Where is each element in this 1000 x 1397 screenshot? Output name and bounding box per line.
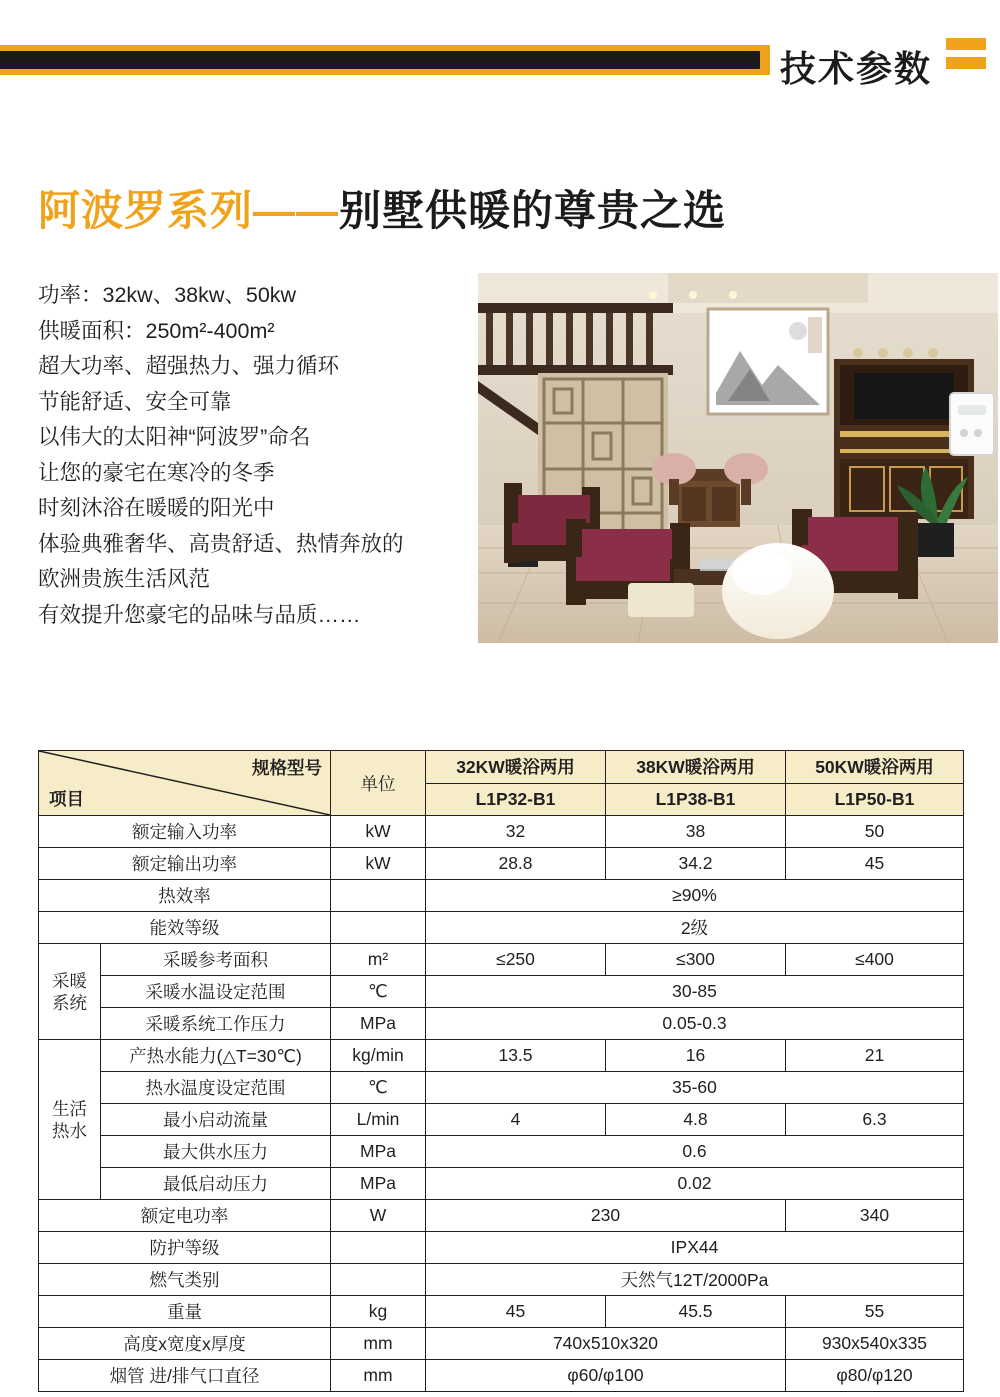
row-label: 热水温度设定范围 <box>101 1072 331 1104</box>
row-value-merged: 天然气12T/2000Pa <box>426 1264 964 1296</box>
row-unit: MPa <box>331 1136 426 1168</box>
row-value-3: φ80/φ120 <box>786 1360 964 1392</box>
group-label-hot-water <box>39 1040 101 1200</box>
description-line: 功率：32kw、38kw、50kw <box>38 283 297 307</box>
corner-label-model: 规格型号 <box>252 758 322 778</box>
row-value-merged: 740x510x320 <box>426 1328 786 1360</box>
header-accent-blocks <box>946 38 986 76</box>
description-line: 体验典雅奢华、高贵舒适、热情奔放的 <box>38 531 404 556</box>
table-row <box>39 944 964 976</box>
row-value-merged: 0.05-0.3 <box>426 1008 964 1040</box>
row-value-3: 55 <box>786 1296 964 1328</box>
row-value-3: 6.3 <box>786 1104 964 1136</box>
row-label: 采暖水温设定范围 <box>101 976 331 1008</box>
model-header-2: 38KW暖浴两用 <box>606 751 786 784</box>
row-label: 防护等级 <box>39 1232 331 1264</box>
row-unit: W <box>331 1200 426 1232</box>
table-corner-cell <box>39 751 331 816</box>
row-value-3: 930x540x335 <box>786 1328 964 1360</box>
table-row <box>39 1040 964 1072</box>
row-label: 高度x宽度x厚度 <box>39 1328 331 1360</box>
row-label: 燃气类别 <box>39 1264 331 1296</box>
description-line: 超大功率、超强热力、强力循环 <box>38 354 340 378</box>
group-label-heating-line2: 系统 <box>52 992 87 1013</box>
table-row <box>39 1360 964 1392</box>
header-bar-inner <box>0 51 760 69</box>
row-label: 烟管 进/排气口直径 <box>39 1360 331 1392</box>
description-line: 让您的豪宅在寒冷的冬季 <box>38 460 275 485</box>
row-unit: MPa <box>331 1008 426 1040</box>
row-value-merged: 30-85 <box>426 976 964 1008</box>
model-header-3: 50KW暖浴两用 <box>786 751 964 784</box>
model-code-1: L1P32-B1 <box>426 783 606 816</box>
model-code-2: L1P38-B1 <box>606 783 786 816</box>
table-row <box>39 1136 964 1168</box>
page-title-series: 阿波罗系列—— <box>38 187 340 234</box>
group-label-heating <box>39 944 101 1040</box>
table-row <box>39 976 964 1008</box>
row-unit: m² <box>331 944 426 976</box>
row-label: 能效等级 <box>39 912 331 944</box>
row-label: 采暖系统工作压力 <box>101 1008 331 1040</box>
row-value-2: 38 <box>606 816 786 848</box>
row-label: 采暖参考面积 <box>101 944 331 976</box>
row-value-merged: ≥90% <box>426 880 964 912</box>
row-value-merged: 0.02 <box>426 1168 964 1200</box>
description-line: 以伟大的太阳神“阿波罗”命名 <box>38 425 311 449</box>
row-label: 额定输出功率 <box>39 848 331 880</box>
row-label: 额定输入功率 <box>39 816 331 848</box>
description-line: 有效提升您豪宅的品味与品质…… <box>38 602 361 627</box>
row-value-3: 50 <box>786 816 964 848</box>
row-label: 最大供水压力 <box>101 1136 331 1168</box>
accent-block-1 <box>946 38 986 50</box>
row-label: 最低启动压力 <box>101 1168 331 1200</box>
row-unit <box>331 1232 426 1264</box>
row-unit: kW <box>331 848 426 880</box>
row-unit: ℃ <box>331 976 426 1008</box>
row-unit: mm <box>331 1360 426 1392</box>
row-unit: kg <box>331 1296 426 1328</box>
row-value-merged: 230 <box>426 1200 786 1232</box>
table-row <box>39 1264 964 1296</box>
description-line: 供暖面积：250m²-400m² <box>38 318 275 343</box>
page-title-subtitle: 别墅供暖的尊贵之选 <box>339 187 727 234</box>
table-row <box>39 1296 964 1328</box>
row-unit: mm <box>331 1328 426 1360</box>
table-row <box>39 1168 964 1200</box>
group-label-heating-line1: 采暖 <box>52 970 87 991</box>
corner-label-item: 项目 <box>49 789 84 809</box>
table-row <box>39 1200 964 1232</box>
table-row <box>39 848 964 880</box>
row-unit <box>331 880 426 912</box>
page-header <box>0 0 1000 110</box>
product-description <box>38 278 458 633</box>
row-unit: kg/min <box>331 1040 426 1072</box>
row-value-2: 45.5 <box>606 1296 786 1328</box>
row-value-merged: φ60/φ100 <box>426 1360 786 1392</box>
row-unit: MPa <box>331 1168 426 1200</box>
row-value-2: 4.8 <box>606 1104 786 1136</box>
row-label: 重量 <box>39 1296 331 1328</box>
row-value-merged: 35-60 <box>426 1072 964 1104</box>
row-unit: ℃ <box>331 1072 426 1104</box>
specification-table <box>38 750 964 1392</box>
row-unit: kW <box>331 816 426 848</box>
accent-block-2 <box>946 57 986 69</box>
model-header-1: 32KW暖浴两用 <box>426 751 606 784</box>
header-title: 技术参数 <box>780 48 933 89</box>
row-value-1: 32 <box>426 816 606 848</box>
description-line: 时刻沐浴在暖暖的阳光中 <box>38 496 275 520</box>
table-row <box>39 1008 964 1040</box>
row-label: 额定电功率 <box>39 1200 331 1232</box>
row-value-2: ≤300 <box>606 944 786 976</box>
row-value-3: ≤400 <box>786 944 964 976</box>
unit-header: 单位 <box>331 751 426 816</box>
row-value-1: 28.8 <box>426 848 606 880</box>
row-label: 热效率 <box>39 880 331 912</box>
row-value-3: 340 <box>786 1200 964 1232</box>
row-value-3: 45 <box>786 848 964 880</box>
row-value-merged: IPX44 <box>426 1232 964 1264</box>
table-row <box>39 1104 964 1136</box>
model-code-3: L1P50-B1 <box>786 783 964 816</box>
row-value-2: 16 <box>606 1040 786 1072</box>
row-value-1: 4 <box>426 1104 606 1136</box>
row-unit: L/min <box>331 1104 426 1136</box>
row-value-1: 45 <box>426 1296 606 1328</box>
row-unit <box>331 912 426 944</box>
page-title <box>38 178 726 238</box>
table-header-row-1 <box>39 751 964 784</box>
header-bar <box>0 45 770 75</box>
row-value-merged: 0.6 <box>426 1136 964 1168</box>
group-label-water-line2: 热水 <box>52 1120 87 1141</box>
table-row <box>39 1072 964 1104</box>
row-value-merged: 2级 <box>426 912 964 944</box>
row-value-3: 21 <box>786 1040 964 1072</box>
table-row <box>39 1232 964 1264</box>
description-line: 欧洲贵族生活风范 <box>38 567 211 591</box>
table-row <box>39 816 964 848</box>
table-row <box>39 912 964 944</box>
group-label-water-line1: 生活 <box>52 1098 87 1119</box>
table-row <box>39 1328 964 1360</box>
description-line: 节能舒适、安全可靠 <box>38 389 232 414</box>
row-unit <box>331 1264 426 1296</box>
interior-photo-illustration <box>478 273 998 643</box>
interior-photo <box>478 273 998 643</box>
row-value-1: ≤250 <box>426 944 606 976</box>
row-value-2: 34.2 <box>606 848 786 880</box>
row-value-1: 13.5 <box>426 1040 606 1072</box>
row-label: 最小启动流量 <box>101 1104 331 1136</box>
row-label: 产热水能力(△T=30℃) <box>101 1040 331 1072</box>
table-row <box>39 880 964 912</box>
